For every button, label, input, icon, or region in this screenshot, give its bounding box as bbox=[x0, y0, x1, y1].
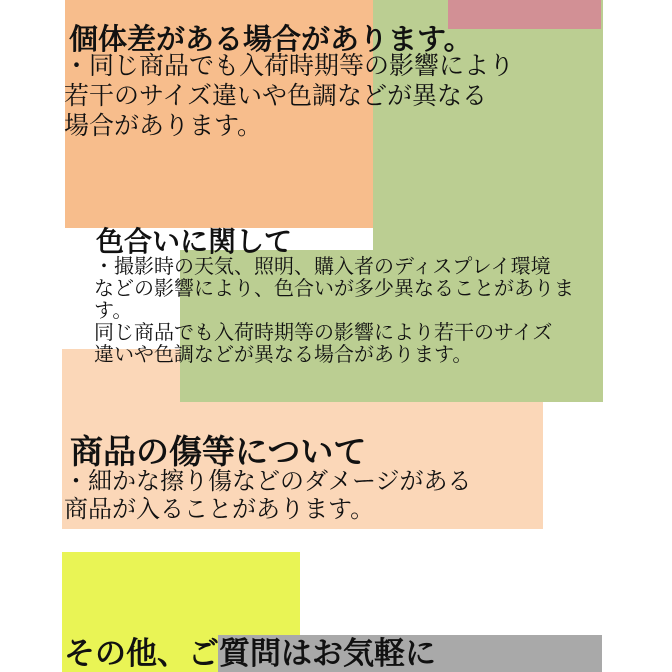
color-tone-heading: 色合いに関して bbox=[96, 225, 293, 258]
individual-differences-line-2: 若干のサイズ違いや色調などが異なる bbox=[64, 81, 488, 110]
individual-differences-body bbox=[64, 51, 514, 141]
product-scratches-body bbox=[64, 467, 472, 523]
color-tone-line-4: 同じ商品でも入荷時期等の影響により若干のサイズ bbox=[94, 320, 553, 344]
product-scratches-heading: 商品の傷等について bbox=[70, 432, 367, 471]
individual-differences-line-1: ・同じ商品でも入荷時期等の影響により bbox=[64, 51, 515, 80]
product-scratches-line-1: ・細かな擦り傷などのダメージがある bbox=[64, 467, 472, 495]
color-tone-line-3: す。 bbox=[94, 298, 133, 322]
other-inquiries-text: その他、ご質問はお気軽に bbox=[64, 636, 436, 672]
color-tone-line-2: などの影響により、色合いが多少異なることがありま bbox=[94, 276, 574, 300]
color-tone-line-5: 違いや色調などが異なる場合があります。 bbox=[94, 342, 473, 366]
individual-differences-heading: 個体差がある場合があります。 bbox=[69, 22, 473, 56]
product-scratches-line-2: 商品が入ることがあります。 bbox=[64, 495, 375, 523]
individual-differences-line-3: 場合があります。 bbox=[64, 111, 263, 140]
color-tone-body bbox=[94, 255, 574, 365]
color-tone-line-1: ・撮影時の天気、照明、購入者のディスプレイ環境 bbox=[94, 254, 551, 278]
